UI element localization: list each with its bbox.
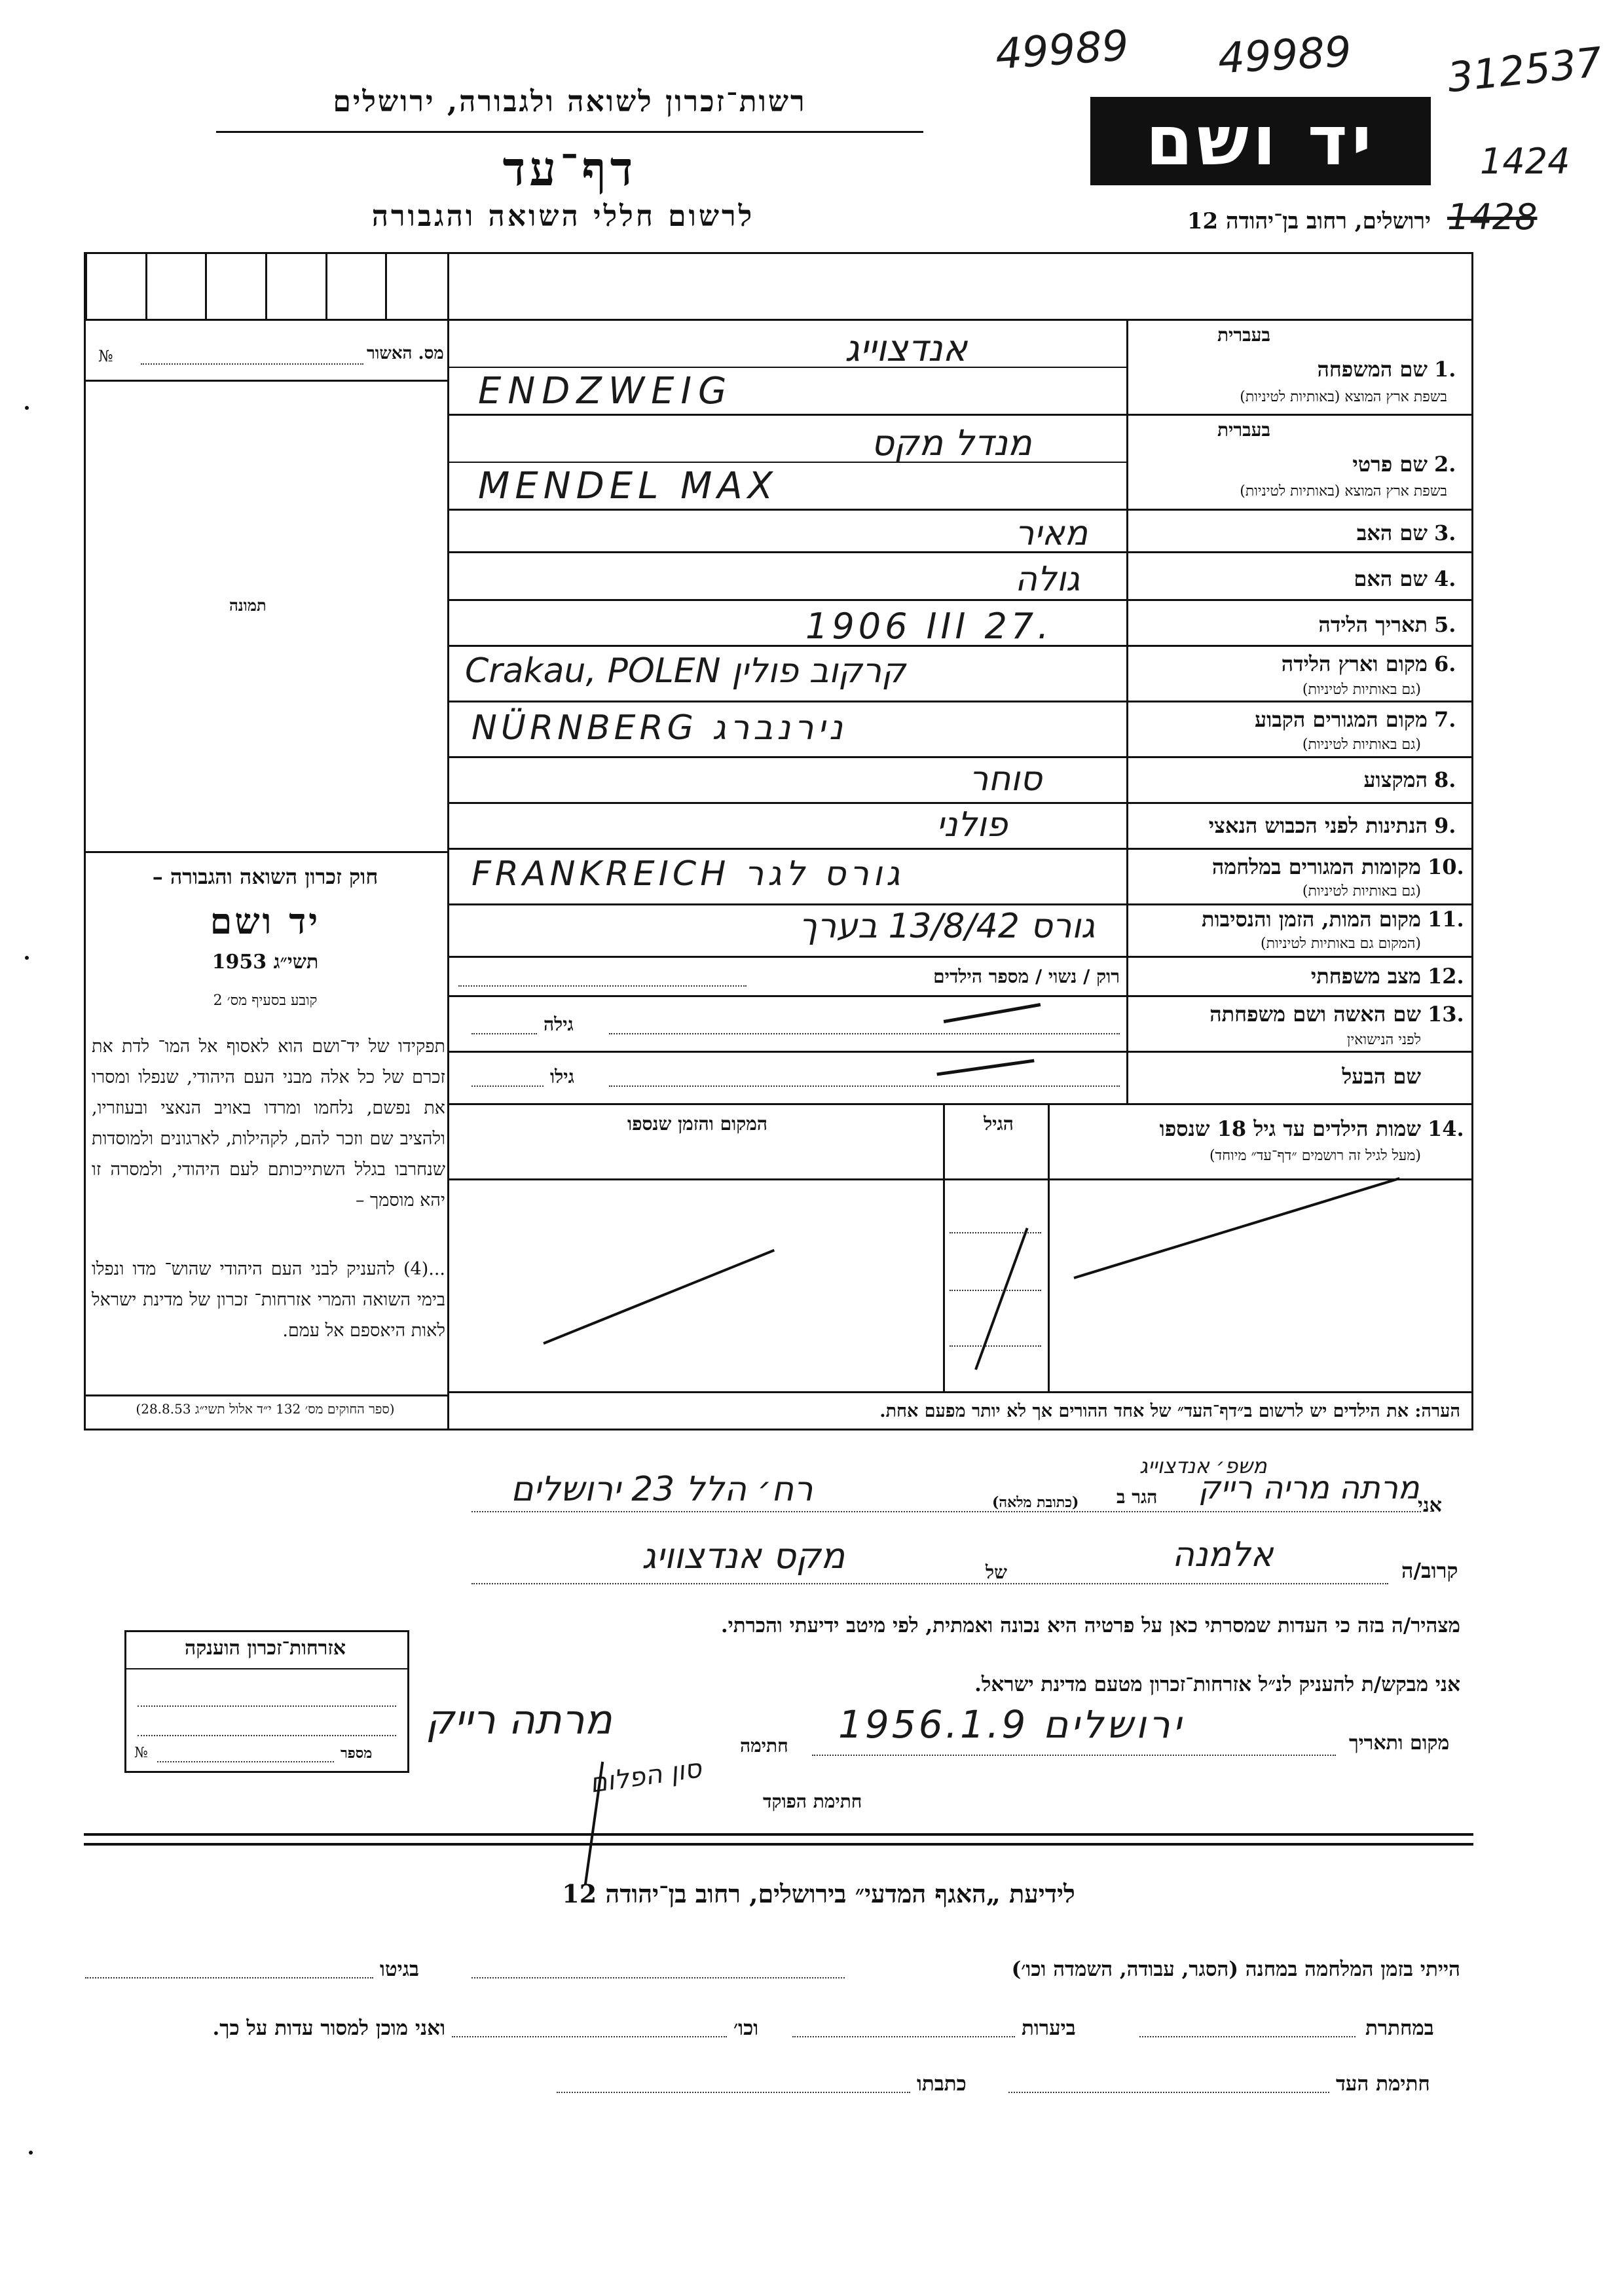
field-2-number: 2. — [1434, 452, 1456, 477]
approval-number-field[interactable] — [141, 363, 363, 365]
footer-address-label: כתבתו — [917, 2072, 967, 2096]
field-10-number: 10. — [1428, 854, 1464, 879]
field-3-label: שם האב — [1356, 520, 1428, 545]
citizenship-no-symbol: № — [134, 1745, 148, 1761]
wife-name-field[interactable] — [609, 1033, 1120, 1034]
field-5-label: תאריך הלידה — [1318, 612, 1428, 637]
field-6-value[interactable]: Crakau, POLEN קרקוב פולין — [465, 651, 906, 691]
footer-separator-1 — [84, 1833, 1473, 1836]
declarant-name[interactable]: מרתה מריה רייק — [1198, 1470, 1420, 1506]
relative-value[interactable]: אלמנה — [1172, 1535, 1274, 1575]
footer-ghetto-field[interactable] — [85, 1977, 373, 1978]
field-9-value[interactable]: פולני — [936, 805, 1008, 845]
citizenship-number-label: מספר — [341, 1745, 373, 1762]
law-reference: (ספר החוקים מס׳ 132 י״ד אלול תשי״ג 28.8.53) — [136, 1401, 395, 1417]
footer-camp-field[interactable] — [471, 1977, 845, 1978]
of-value[interactable]: מקס אנדצוויג — [642, 1535, 845, 1576]
children-number: 14. — [1428, 1116, 1464, 1141]
field-6-sub: (גם באותיות לטיניות) — [1302, 682, 1421, 698]
husband-name-field[interactable] — [609, 1085, 1120, 1087]
field-13-number: 13. — [1428, 1002, 1464, 1027]
field-10-sub: (גם באותיות לטיניות) — [1302, 883, 1421, 900]
footer-forests-label: ביערות — [1022, 2016, 1076, 2040]
field-11-value[interactable]: גורס 13/8/42 בערך — [799, 907, 1096, 946]
field-13-label: שם האשה ושם משפחתה — [1209, 1002, 1421, 1027]
footer-underground-field[interactable] — [1139, 2036, 1356, 2037]
children-place-header: המקום והזמן שנספו — [627, 1113, 767, 1135]
archive-number-5: 1428 — [1447, 196, 1538, 238]
field-7-number: 7. — [1434, 707, 1456, 732]
form-subtitle: לרשום חללי השואה והגבורה — [371, 200, 755, 233]
field-12-number: 12. — [1428, 964, 1464, 989]
footer-etc-field[interactable] — [452, 2036, 727, 2037]
footer-etc-label: וכו׳ — [733, 2016, 759, 2040]
field-4-value[interactable]: גולה — [1015, 560, 1080, 599]
children-sub: (מעל לגיל זה רושמים ״דף־עד״ מיוחד) — [1209, 1148, 1421, 1164]
law-title: חוק זכרון השואה והגבורה – — [152, 864, 378, 889]
field-11-sub: (המקום גם באותיות לטיניות) — [1261, 936, 1421, 952]
field-7-sub: (גם באותיות לטיניות) — [1302, 737, 1421, 753]
law-name: יד ושם — [210, 900, 321, 942]
citizenship-number-field[interactable] — [157, 1761, 334, 1762]
field-1-hebrew-value[interactable]: אנדצוייג — [845, 327, 968, 370]
husband-age-label: גילו — [550, 1066, 574, 1087]
field-2-latin-value[interactable]: MENDEL MAX — [478, 465, 779, 507]
footer-witness-sign-label: חתימת העד — [1336, 2072, 1430, 2096]
archive-number-4: 1424 — [1480, 141, 1570, 182]
field-12-label: מצב משפחתי — [1310, 964, 1421, 989]
binder-mark-2 — [25, 956, 29, 960]
declaration-2: אני מבקש/ת להעניק לנ״ל אזרחות־זכרון מטעם מדינת ישראל. — [974, 1673, 1460, 1696]
declarant-prefix: אני — [1418, 1494, 1442, 1517]
field-5-number: 5. — [1434, 612, 1456, 637]
footer-separator-2 — [84, 1843, 1473, 1846]
field-2-lang: בעברית — [1217, 419, 1270, 441]
approval-no-symbol: № — [98, 347, 113, 365]
husband-label: שם הבעל — [1342, 1064, 1421, 1089]
footer-address-field[interactable] — [557, 2092, 910, 2093]
yad-vashem-logo: יד ושם — [1090, 97, 1431, 185]
field-8-label: המקצוע — [1363, 767, 1428, 792]
code-boxes — [85, 254, 445, 319]
footer-witness-sign-field[interactable] — [1008, 2092, 1329, 2093]
field-7-label: מקום המגורים הקבוע — [1255, 707, 1428, 732]
law-year: תשי״ג 1953 — [212, 951, 319, 974]
law-text: תפקידו של יד־ושם הוא לאסוף אל המו־ לדת את זכרם של כל אלה מבני העם היהודי, שנפלו ומסרו את נפשם, נלחמו ומרדו באויב הנאצי ובעוזריו, ולהציב שם וזכר להם, לקהילות, לארגונים ולמוסדות שנחרבו בגלל השתייכותם לעם היהודי, ולמסרה זו יהא מוסמך – — [92, 1036, 445, 1211]
binder-mark-1 — [25, 406, 29, 410]
form-title: דף־עד — [502, 141, 637, 196]
field-2-label: שם פרטי — [1352, 452, 1428, 477]
field-4-label: שם האם — [1354, 566, 1428, 591]
place-date-value[interactable]: ירושלים 1956.1.9 — [838, 1702, 1184, 1747]
footer-ghetto-label: בגיטו — [380, 1958, 419, 1981]
field-8-value[interactable]: סוחר — [969, 759, 1043, 799]
wife-age-label: גילה — [544, 1013, 574, 1035]
field-1-latin-value[interactable]: ENDZWEIG — [478, 370, 733, 412]
field-4-number: 4. — [1434, 566, 1456, 591]
header-address: ירושלים, רחוב בן־יהודה 12 — [1187, 208, 1431, 234]
field-12-options: רוק / נשוי / מספר הילדים — [933, 966, 1120, 987]
field-5-value[interactable]: 1906 III 27. — [805, 606, 1053, 647]
of-label: של — [986, 1561, 1007, 1583]
children-title: שמות הילדים עד גיל 18 שנספו — [1159, 1116, 1421, 1141]
field-3-value[interactable]: מאיר — [1015, 514, 1088, 553]
footer-forests-field[interactable] — [792, 2036, 1015, 2037]
archive-number-1: 49989 — [993, 21, 1130, 80]
husband-age-field[interactable] — [471, 1085, 544, 1087]
footer-underground-label: במחתרת — [1365, 2016, 1434, 2040]
place-date-label: מקום ותאריך — [1349, 1732, 1450, 1755]
photo-label: תמונה — [229, 596, 267, 615]
field-6-label: מקום וארץ הלידה — [1281, 651, 1428, 676]
footer-title: לידיעת „האגף המדעי״ בירושלים, רחוב בן־יהודה 12 — [562, 1879, 1075, 1908]
field-1-number: 1. — [1434, 357, 1456, 382]
header-rule — [216, 131, 923, 133]
field-11-label: מקום המות, הזמן והנסיבות — [1201, 907, 1421, 932]
declaration-1: מצהיר/ה בזה כי העדות שמסרתי כאן על פרטיה היא נכונה ואמתית, לפי מיטב ידיעתי והכרתי. — [720, 1614, 1460, 1637]
archive-number-2: 49989 — [1217, 27, 1353, 84]
approval-label: מס. האשור — [367, 344, 444, 363]
field-2-hebrew-value[interactable]: מנדל מקס — [871, 422, 1032, 464]
field-1-sub: בשפת ארץ המוצא (באותיות לטיניות) — [1240, 389, 1447, 405]
field-13-sub: לפני הנישואין — [1346, 1032, 1421, 1048]
signature-value[interactable]: מרתה רייק — [426, 1696, 612, 1743]
relative-label: קרוב/ה — [1401, 1558, 1458, 1583]
declarant-maiden[interactable]: משפ׳ אנדצוייג — [1139, 1453, 1267, 1478]
field-11-number: 11. — [1428, 907, 1464, 932]
signature-label: חתימה — [740, 1735, 788, 1757]
field-1-label: שם המשפחה — [1317, 357, 1428, 382]
officer-signature[interactable]: סון הפלום — [587, 1753, 704, 1799]
field-7-value[interactable]: NÜRNBERG נירנברג — [471, 708, 847, 748]
authority-title: רשות־זכרון לשואה ולגבורה, ירושלים — [333, 85, 807, 118]
children-age-header: הגיל — [984, 1113, 1014, 1135]
officer-signature-label: חתימת הפוקד — [763, 1791, 862, 1812]
declarant-resides-label: הגר ב — [1116, 1486, 1158, 1508]
archive-number-3: 312537 — [1445, 37, 1604, 102]
field-8-number: 8. — [1434, 767, 1456, 792]
binder-mark-3 — [29, 2151, 33, 2155]
field-10-label: מקומות המגורים במלחמה — [1211, 854, 1421, 879]
declarant-address[interactable]: רח׳ הלל 23 ירושלים — [511, 1470, 813, 1509]
field-9-label: הנתינות לפני הכבוש הנאצי — [1208, 813, 1428, 838]
field-10-value[interactable]: FRANKREICH גורס לגר — [471, 854, 904, 894]
field-2-sub: בשפת ארץ המוצא (באותיות לטיניות) — [1240, 483, 1447, 500]
footer-testimony-text: ואני מוכן למסור עדות על כך. — [212, 2016, 445, 2040]
field-9-number: 9. — [1434, 813, 1456, 838]
law-clause: קובע בסעיף מס׳ 2 — [213, 993, 318, 1009]
law-text-2: ...(4) להעניק לבני העם היהודי שהוש־ מדו ונפלו בימי השואה והמרי אזרחות־ זכרון של מדינת ישראל לאות היאספם אל עמם. — [92, 1259, 445, 1341]
footer-camp-label: הייתי בזמן המלחמה במחנה (הסגר, עבודה, השמדה וכו׳) — [1011, 1958, 1460, 1981]
field-6-number: 6. — [1434, 651, 1456, 676]
note-text: הערה: את הילדים יש לרשום ב״דף־העד״ של אחד ההורים אך לא יותר מפעם אחת. — [879, 1401, 1460, 1421]
declarant-full-address-hint: (כתובת מלאה) — [992, 1494, 1079, 1511]
citizenship-box-title: אזרחות־זכרון הוענקה — [184, 1637, 346, 1660]
wife-age-field[interactable] — [471, 1033, 537, 1034]
field-1-lang: בעברית — [1217, 324, 1270, 346]
field-3-number: 3. — [1434, 520, 1456, 545]
